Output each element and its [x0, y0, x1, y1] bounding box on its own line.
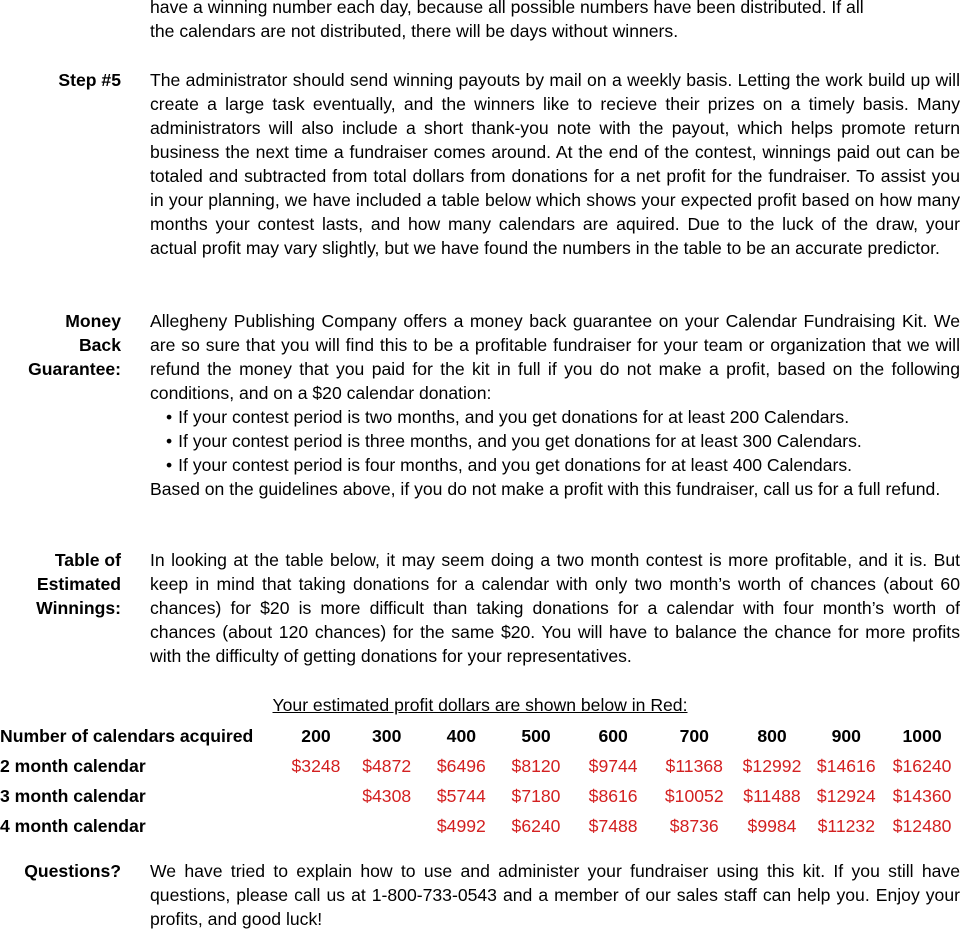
questions-text: We have tried to explain how to use and administer your fundraiser using this kit. If you still have questions, please call us at 1-800-733-0543 and a member of our sales staff can help you. Enjoy your profits, and good luck! — [150, 861, 960, 929]
profit-cell — [283, 781, 350, 811]
step5-label: Step #5 — [58, 70, 121, 90]
profit-cell: $8736 — [669, 816, 719, 836]
table-row — [0, 781, 960, 811]
guarantee-bullet — [150, 405, 960, 429]
profit-cell: $12480 — [892, 816, 952, 836]
table-header-row — [0, 721, 960, 751]
caption-text: Your estimated profit dollars are shown below in Red: — [272, 695, 688, 715]
guarantee-bullet — [150, 429, 960, 453]
table-intro-text: In looking at the table below, it may seem doing a two month contest is more profitable, and it is. But keep in mind that taking donations for a calendar with only two month’s worth of chances (about 60 chances) for $20 is more difficult than taking donations for a calendar with four month’s worth of chances (about 120 chances) for the same $20. You will have to balance the chance for more profits with the difficulty of getting donations for your representatives. — [150, 550, 960, 666]
table-row — [0, 811, 960, 841]
profit-cell: $5744 — [436, 786, 486, 806]
guarantee-text: Allegheny Publishing Company offers a money back guarantee on your Calendar Fundraising Kit. We are so sure that you will find this to be a profitable fundraiser for your team or organization that we will refund the money that you paid for the kit in full if you do not make a profit, based on the following conditions, and on a $20 calendar donation: — [150, 311, 960, 403]
guarantee-label-line: Back — [78, 335, 121, 355]
guarantee-bullet — [150, 453, 960, 477]
table-intro-label-line: Estimated — [36, 574, 121, 594]
profit-cell: $12924 — [816, 786, 876, 806]
profit-cell: $11232 — [817, 816, 875, 836]
guarantee-label — [0, 309, 121, 381]
profit-cell: $7488 — [588, 816, 638, 836]
questions-label: Questions? — [24, 861, 121, 881]
table-intro-label — [0, 548, 121, 620]
table-row — [0, 751, 960, 781]
guarantee-closing: Based on the guidelines above, if you do not make a profit with this fundraiser, call us for a full refund. — [150, 479, 941, 499]
column-header: 400 — [446, 726, 477, 746]
bullet-icon: • — [166, 455, 173, 475]
profit-cell: $4308 — [362, 786, 412, 806]
column-header: 700 — [679, 726, 709, 746]
column-header: 200 — [301, 726, 331, 746]
profit-cell — [283, 811, 350, 841]
profit-cell: $3248 — [291, 756, 341, 776]
bullet-text: If your contest period is two months, and you get donations for at least 200 Calendars. — [178, 407, 850, 427]
row-label: 2 month calendar — [0, 756, 146, 776]
questions-section — [150, 859, 960, 931]
profit-cell: $11488 — [743, 786, 801, 806]
profit-cell: $16240 — [892, 756, 952, 776]
profit-cell: $8120 — [511, 756, 561, 776]
profit-cell: $14360 — [892, 786, 952, 806]
profit-cell: $14616 — [816, 756, 876, 776]
column-header: 500 — [521, 726, 551, 746]
table-intro-section — [150, 548, 960, 668]
profit-cell: $4872 — [362, 756, 412, 776]
column-header: 300 — [372, 726, 402, 746]
column-header: 800 — [757, 726, 787, 746]
row-label: 3 month calendar — [0, 786, 146, 806]
bullet-text: If your contest period is four months, and you get donations for at least 400 Calendars. — [178, 455, 853, 475]
header-label: Number of calendars acquired — [0, 726, 254, 746]
profit-cell: $11368 — [665, 756, 723, 776]
intro-line: the calendars are not distributed, there will be days without winners. — [150, 21, 679, 41]
profit-cell: $10052 — [664, 786, 724, 806]
bullet-text: If your contest period is three months, and you get donations for at least 300 Calendars. — [178, 431, 862, 451]
bullet-icon: • — [166, 431, 173, 451]
guarantee-label-line: Guarantee: — [28, 359, 121, 379]
profit-table-caption — [0, 693, 960, 717]
step5-text: The administrator should send winning payouts by mail on a weekly basis. Letting the work build up will create a large task eventually, and the winners like to recieve their prizes on a timely basis. Many administrators will also include a short thank-you note with the payout, which helps promote return business the next time a fundraiser comes around. At the end of the contest, winnings paid out can be totaled and subtracted from total dollars from donations for a net profit for the fundraiser. To assist you in your planning, we have included a table below which shows your expected profit based on how many months your contest lasts, and how many calendars are aquired. Due to the luck of the draw, your actual profit may vary slightly, but we have found the numbers in the table to be an accurate predictor. — [150, 70, 960, 258]
column-header: 900 — [831, 726, 861, 746]
bullet-icon: • — [166, 407, 173, 427]
guarantee-section — [150, 309, 960, 501]
profit-cell: $6496 — [436, 756, 486, 776]
profit-cell: $12992 — [742, 756, 802, 776]
intro-paragraph — [150, 0, 960, 43]
profit-cell — [349, 811, 424, 841]
step5-section — [150, 68, 960, 260]
profit-cell: $9744 — [588, 756, 638, 776]
column-header: 1000 — [902, 726, 942, 746]
table-intro-label-line: Winnings: — [36, 598, 121, 618]
profit-cell: $6240 — [511, 816, 561, 836]
profit-cell: $8616 — [588, 786, 638, 806]
profit-cell: $4992 — [436, 816, 486, 836]
row-label: 4 month calendar — [0, 816, 146, 836]
profit-table — [0, 721, 960, 841]
profit-cell: $9984 — [747, 816, 797, 836]
table-intro-label-line: Table of — [54, 550, 121, 570]
column-header: 600 — [598, 726, 628, 746]
guarantee-label-line: Money — [65, 311, 121, 331]
profit-cell: $7180 — [511, 786, 561, 806]
intro-line: have a winning number each day, because all possible numbers have been distributed. If all — [150, 0, 864, 17]
